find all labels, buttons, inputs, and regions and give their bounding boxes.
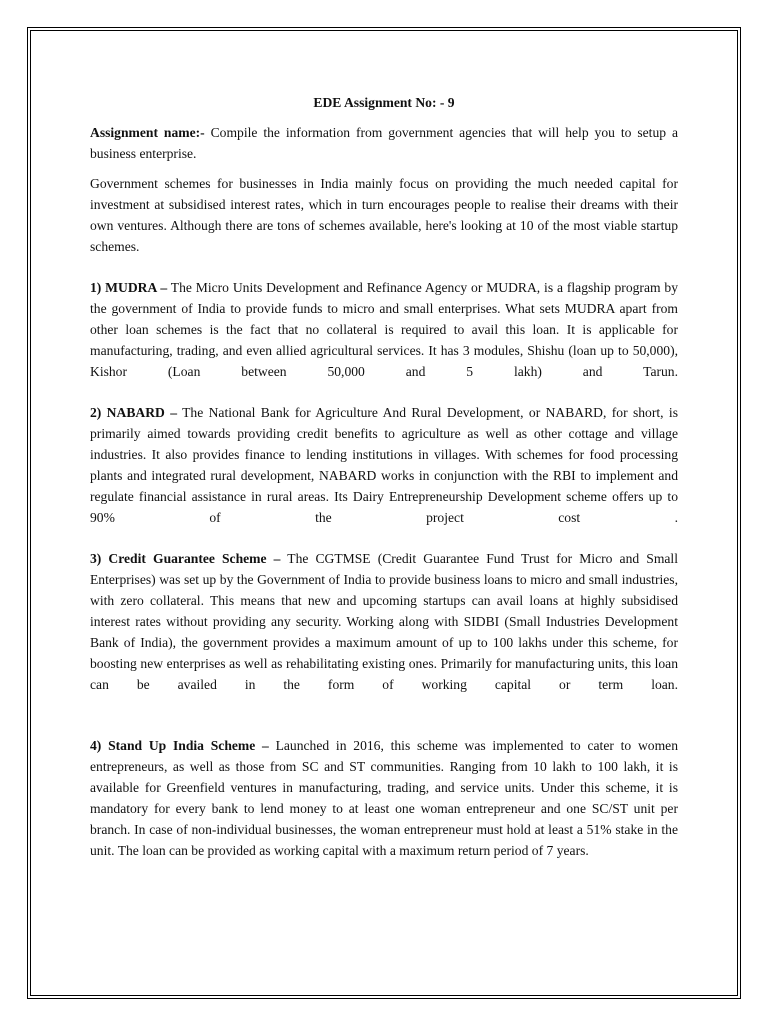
section-body: The CGTMSE (Credit Guarantee Fund Trust for Micro and Small Enterprises) was set up by the Government of India to provide business loans to micro and small industries, with zero collateral. This means that new and upcoming startups can avail loans at highly subsidised interest rates without providing any security. Working along with SIDBI (Small Industries Development Bank of India), the government provides a maximum amount of up to 100 lakhs under this scheme, for boosting new enterprises as well as rehabilitating existing ones. Primarily for manufacturing units, this loan can be availed in the form of working capital or term loan. <box>90 551 678 692</box>
assignment-name-label: Assignment name:- <box>90 125 205 140</box>
document-body <box>90 92 678 881</box>
section-credit-guarantee <box>90 548 678 695</box>
assignment-name-text: Compile the information from government agencies that will help you to setup a business enterprise. <box>90 125 678 161</box>
section-nabard <box>90 402 678 528</box>
section-heading: 1) MUDRA – <box>90 280 168 295</box>
section-mudra <box>90 277 678 382</box>
section-heading: 4) Stand Up India Scheme – <box>90 738 269 753</box>
section-stand-up-india <box>90 735 678 861</box>
intro-paragraph: Government schemes for businesses in India mainly focus on providing the much needed capital for investment at subsidised interest rates, which in turn encourages people to realise their dreams with their own ventures. Although there are tons of schemes available, here's looking at 10 of the most viable startup schemes. <box>90 176 678 254</box>
section-heading: 2) NABARD – <box>90 405 177 420</box>
section-body: The Micro Units Development and Refinance Agency or MUDRA, is a flagship program by the government of India to provide funds to micro and small enterprises. What sets MUDRA apart from other loan schemes is the fact that no collateral is required to avail this loan. It is applicable for manufacturing, trading, and even allied agricultural services. It has 3 modules, Shishu (loan up to 50,000), Kishor (Loan between 50,000 and 5 lakh) and Tarun. <box>90 280 678 379</box>
document-title: EDE Assignment No: - 9 <box>313 95 455 110</box>
assignment-name-paragraph <box>90 122 678 164</box>
section-body: The National Bank for Agriculture And Rural Development, or NABARD, for short, is primarily aimed towards providing credit benefits to agriculture as well as other cottage and village industries. It also provides finance to lending institutions in villages. With schemes for food processing plants and integrated rural development, NABARD works in conjunction with the RBI to implement and regulate financial assistance in rural areas. Its Dairy Entrepreneurship Development scheme offers up to 90% of the project cost . <box>90 405 678 525</box>
section-body: Launched in 2016, this scheme was implemented to cater to women entrepreneurs, as well as those from SC and ST communities. Ranging from 10 lakh to 100 lakh, it is available for Greenfield ventures in manufacturing, trading, and service units. Under this scheme, it is mandatory for every bank to lend money to at least one woman entrepreneur and one SC/ST unit per branch. In case of non-individual businesses, the woman entrepreneur must hold at least a 51% stake in the unit. The loan can be provided as working capital with a maximum return period of 7 years. <box>90 738 678 858</box>
section-heading: 3) Credit Guarantee Scheme – <box>90 551 281 566</box>
